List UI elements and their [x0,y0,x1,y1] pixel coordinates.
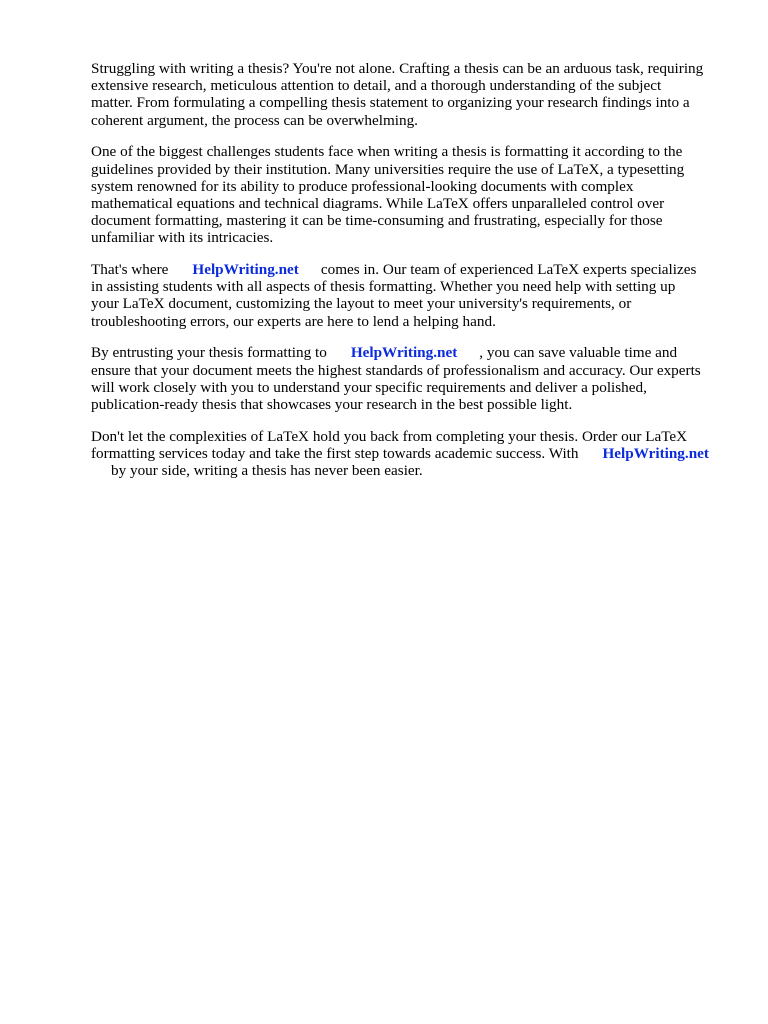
text-line: Don't let the complexities of LaTeX hold you back from completing your thesis. Order our LaTeX [91,427,688,445]
helpwriting-link[interactable]: HelpWriting.net [350,344,458,362]
text-fragment: By entrusting your thesis formatting to [91,344,327,362]
text-line: system renowned for its ability to produce professional-looking documents with complex [91,177,634,195]
text-line: coherent argument, the process can be overwhelming. [91,111,418,129]
text-fragment: formatting services today and take the first step towards academic success. With [91,444,579,462]
text-line: guidelines provided by their institution. Many universities require the use of LaTeX, a typesetting [91,160,685,178]
text-fragment: That's where [91,261,169,279]
paragraph-3 [91,261,731,330]
text-line [91,344,731,361]
paragraph-1 [91,60,731,129]
paragraph-2 [91,143,731,246]
text-line [91,462,731,479]
text-line: extensive research, meticulous attention to detail, and a thorough understanding of the subject [91,77,662,95]
text-line: will work closely with you to understand your specific requirements and deliver a polished, [91,378,647,396]
text-line: your LaTeX document, customizing the layout to meet your university's requirements, or [91,295,632,313]
helpwriting-link[interactable]: HelpWriting.net [192,261,299,279]
text-line: unfamiliar with its intricacies. [91,229,274,247]
text-line [91,261,731,278]
helpwriting-link[interactable]: HelpWriting.net [602,444,709,462]
text-fragment: , you can save valuable time and [479,344,678,362]
text-fragment: by your side, writing a thesis has never been easier. [111,462,423,480]
text-line: ensure that your document meets the highest standards of professionalism and accuracy. Our experts [91,361,701,379]
text-line: One of the biggest challenges students face when writing a thesis is formatting it according to the [91,143,683,161]
document-page [91,60,731,494]
text-line [91,445,731,462]
paragraph-5 [91,428,731,480]
text-line: Struggling with writing a thesis? You're not alone. Crafting a thesis can be an arduous task, requiring [91,60,704,77]
text-fragment: comes in. Our team of experienced LaTeX experts specializes [320,261,697,279]
text-line: troubleshooting errors, our experts are here to lend a helping hand. [91,312,496,330]
text-line: in assisting students with all aspects of thesis formatting. Whether you need help with setting up [91,278,676,296]
text-line: matter. From formulating a compelling thesis statement to organizing your research findings into a [91,94,690,112]
text-line: mathematical equations and technical diagrams. While LaTeX offers unparalleled control over [91,194,665,212]
text-line: document formatting, mastering it can be time-consuming and frustrating, especially for those [91,212,663,230]
text-line: publication-ready thesis that showcases your research in the best possible light. [91,395,573,413]
paragraph-4 [91,344,731,413]
